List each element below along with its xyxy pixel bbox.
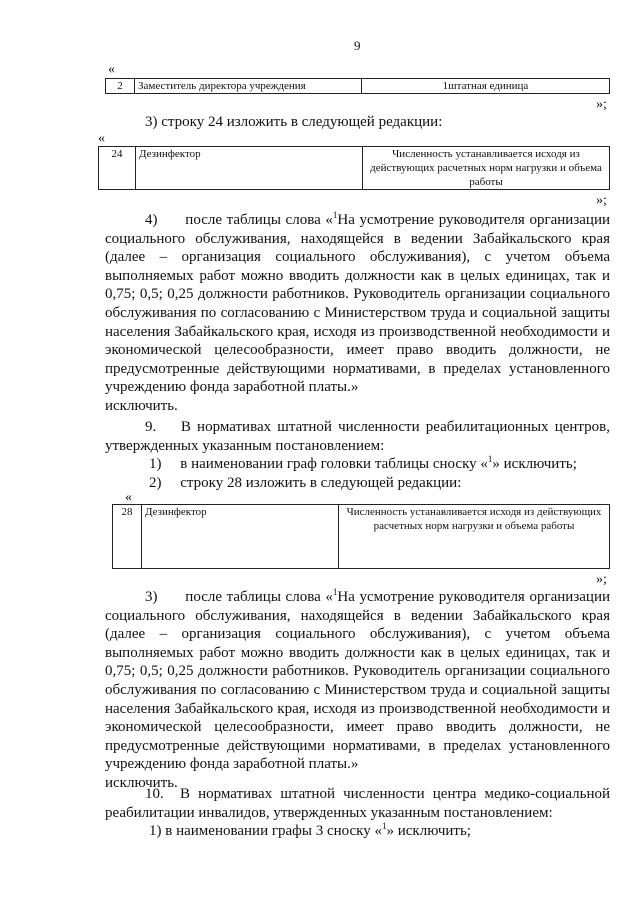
- paragraph-4-start: 4) после таблицы слова «: [145, 212, 333, 228]
- paragraph-4-end: исключить.: [105, 397, 178, 414]
- table-1: [105, 78, 610, 94]
- item-9-1-start: 1) в наименовании граф головки таблицы сноску «: [149, 456, 488, 472]
- page-number: 9: [354, 38, 361, 53]
- paragraph-9: 9. В нормативах штатной численности реабилитационных центров, утвержденных указанным постановлением:: [105, 419, 610, 454]
- table-2-num: 24: [99, 147, 136, 190]
- footnote-mark: 1: [487, 454, 493, 464]
- item-9-1: [149, 455, 577, 473]
- table-2-position: Дезинфектор: [136, 147, 363, 190]
- item-10-1: [149, 822, 471, 840]
- paragraph-4-text: На усмотрение руководителя организации социального обслуживания, находящейся в ведении Забайкальского края (далее – организация социального обслуживания), с учетом объема выполняемых работ можно вводить должности как в целых единицах, так и 0,75; 0,5; 0,25 должности работников. Руководитель организации социального обслуживания по согласованию с Министерством труда и социальной защиты населения Забайкальского края, исходя из производственной необходимости и экономической целесообразности, имеет право вводить должности, не предусмотренные действующими нормативами, в пределах установленного учреждению фонда заработной платы.»: [105, 212, 610, 396]
- table-1-position: Заместитель директора учреждения: [135, 79, 362, 94]
- item-9-2: 2) строку 28 изложить в следующей редакции:: [149, 475, 462, 491]
- item-10-1-start: 1) в наименовании графы 3 сноску «: [149, 823, 382, 839]
- item-3-line: 3) строку 24 изложить в следующей редакции:: [145, 114, 443, 130]
- table-3: [112, 504, 610, 569]
- open-quote-3: «: [125, 490, 132, 505]
- open-quote-2: «: [98, 131, 105, 146]
- paragraph-10: 10. В нормативах штатной численности центра медико-социальной реабилитации инвалидов, утвержденных указанным постановлением:: [105, 786, 610, 821]
- paragraph-3-text: На усмотрение руководителя организации социального обслуживания, находящейся в ведении Забайкальского края (далее – организация социального обслуживания), с учетом объема выполняемых работ можно вводить должности как в целых единицах, так и 0,75; 0,5; 0,25 должности работников. Руководитель организации социального обслуживания по согласованию с Министерством труда и социальной защиты населения Забайкальского края, исходя из производственной необходимости и экономической целесообразности, имеет право вводить должности, не предусмотренные действующими нормативами, в пределах установленного учреждению фонда заработной платы.»: [105, 589, 610, 773]
- table-1-count: 1штатная единица: [362, 79, 610, 94]
- table-3-count: Численность устанавливается исходя из действующих расчетных норм нагрузки и объема работы: [339, 505, 610, 569]
- table-3-position: Дезинфектор: [142, 505, 339, 569]
- item-9-1-end: » исключить;: [492, 456, 577, 472]
- table-1-num: 2: [106, 79, 135, 94]
- close-quote-1: »;: [596, 97, 607, 112]
- footnote-mark: 1: [382, 821, 387, 831]
- item-10-1-end: » исключить;: [386, 823, 471, 839]
- table-2: [98, 146, 610, 190]
- footnote-mark: 1: [332, 210, 338, 220]
- table-3-num: 28: [113, 505, 142, 569]
- close-quote-2: »;: [596, 193, 607, 208]
- table-2-count: Численность устанавливается исходя из действующих расчетных норм нагрузки и объема работы: [363, 147, 610, 190]
- footnote-mark: 1: [332, 587, 338, 597]
- paragraph-3: [105, 588, 610, 793]
- paragraph-3-start: 3) после таблицы слова «: [145, 589, 333, 605]
- paragraph-4: [105, 211, 610, 416]
- open-quote: «: [108, 62, 115, 77]
- paragraph-3-end: исключить.: [105, 774, 178, 791]
- close-quote-3: »;: [596, 572, 607, 587]
